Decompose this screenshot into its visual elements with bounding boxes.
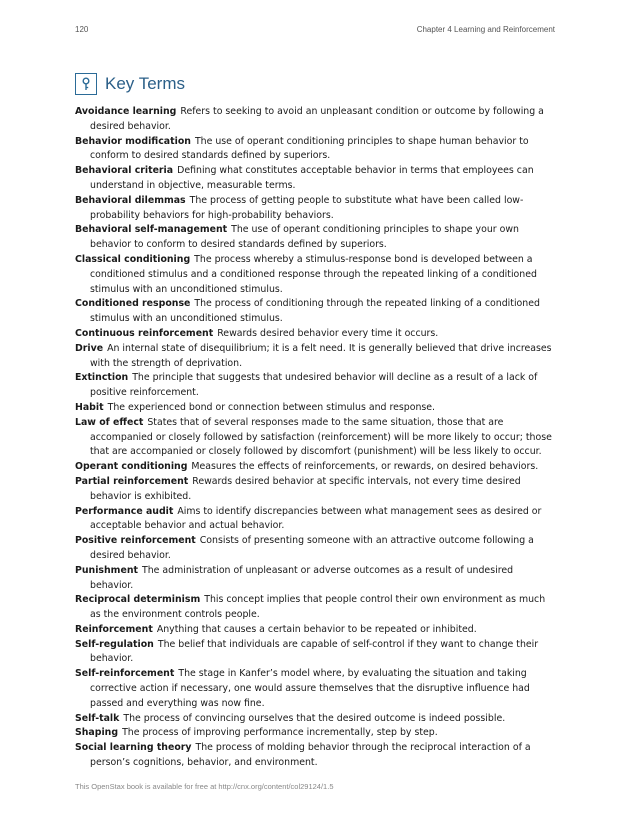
term-entry bbox=[75, 638, 555, 668]
term-entry bbox=[75, 327, 555, 342]
term-entry bbox=[75, 401, 555, 416]
term-entry bbox=[75, 667, 555, 711]
section-title: Key Terms bbox=[105, 74, 185, 93]
term-definition: Rewards desired behavior every time it occurs. bbox=[217, 327, 439, 339]
term-name: Behavioral criteria bbox=[75, 165, 174, 177]
term-name: Classical conditioning bbox=[75, 253, 191, 265]
term-name: Shaping bbox=[75, 727, 119, 739]
term-definition: The process of conditioning through the repeated linking of a conditioned stimulus with an unconditioned stimulus. bbox=[90, 298, 540, 325]
term-name: Behavior modification bbox=[75, 135, 191, 147]
term-definition: Rewards desired behavior at specific intervals, not every time desired behavior is exhibited. bbox=[90, 475, 521, 502]
term-entry bbox=[75, 741, 555, 771]
term-entry bbox=[75, 534, 555, 564]
term-name: Conditioned response bbox=[75, 298, 191, 310]
term-name: Extinction bbox=[75, 372, 129, 384]
term-name: Behavioral dilemmas bbox=[75, 194, 186, 206]
term-name: Law of effect bbox=[75, 416, 144, 428]
term-name: Self-talk bbox=[75, 712, 120, 724]
term-entry bbox=[75, 297, 555, 327]
term-definition: The process whereby a stimulus-response bond is developed between a conditioned stimulus and a conditioned response through the repeated linking of a conditioned stimulus with an unconditioned stimulus. bbox=[90, 253, 537, 295]
term-entry bbox=[75, 712, 555, 727]
term-name: Self-reinforcement bbox=[75, 668, 175, 680]
page-number: 120 bbox=[75, 25, 89, 34]
term-entry bbox=[75, 726, 555, 741]
term-name: Habit bbox=[75, 401, 104, 413]
term-name: Behavioral self-management bbox=[75, 224, 228, 236]
term-entry bbox=[75, 475, 555, 505]
term-entry bbox=[75, 223, 555, 253]
key-terms-list bbox=[75, 105, 555, 771]
term-definition: Aims to identify discrepancies between what management sees as desired or acceptable behavior and actual behavior. bbox=[90, 505, 542, 532]
section-heading bbox=[75, 70, 185, 98]
term-definition: The principle that suggests that undesired behavior will decline as a result of a lack of positive reinforcement. bbox=[90, 372, 538, 399]
term-definition: The stage in Kanfer’s model where, by evaluating the situation and taking corrective action if necessary, one would assure themselves that the disruptive influence had passed and everything was now fine. bbox=[90, 668, 530, 709]
page-header bbox=[75, 25, 555, 37]
term-definition: Anything that causes a certain behavior to be repeated or inhibited. bbox=[156, 623, 477, 635]
term-definition: The administration of unpleasant or adverse outcomes as a result of undesired behavior. bbox=[90, 564, 514, 591]
term-name: Reinforcement bbox=[75, 623, 153, 635]
term-name: Avoidance learning bbox=[75, 106, 177, 117]
term-definition: Consists of presenting someone with an attractive outcome following a desired behavior. bbox=[90, 535, 534, 561]
term-definition: The belief that individuals are capable of self-control if they want to change their behavior. bbox=[90, 638, 539, 665]
page-footer: This OpenStax book is available for free at http://cnx.org/content/col29124/1.5 bbox=[75, 782, 334, 791]
term-entry bbox=[75, 593, 555, 623]
term-definition: Refers to seeking to avoid an unpleasant condition or outcome by following a desired behavior. bbox=[90, 106, 544, 132]
term-entry bbox=[75, 416, 555, 460]
term-name: Reciprocal determinism bbox=[75, 594, 201, 606]
term-name: Continuous reinforcement bbox=[75, 327, 214, 339]
term-entry bbox=[75, 505, 555, 535]
term-name: Operant conditioning bbox=[75, 461, 188, 473]
term-definition: The process of getting people to substitute what have been called low-probability behaviors for high-probability behaviors. bbox=[90, 194, 524, 221]
term-entry bbox=[75, 371, 555, 401]
term-definition: The experienced bond or connection between stimulus and response. bbox=[107, 401, 436, 413]
term-entry bbox=[75, 135, 555, 165]
key-icon bbox=[75, 73, 97, 95]
term-entry bbox=[75, 564, 555, 594]
term-definition: The process of molding behavior through the reciprocal interaction of a person’s cognitions, behavior, and environment. bbox=[90, 742, 531, 769]
term-entry bbox=[75, 194, 555, 224]
term-entry bbox=[75, 105, 555, 135]
term-definition: The process of improving performance incrementally, step by step. bbox=[122, 727, 438, 739]
term-entry bbox=[75, 342, 555, 372]
term-definition: The use of operant conditioning principles to shape your own behavior to conform to desired standards defined by superiors. bbox=[90, 224, 519, 251]
term-name: Punishment bbox=[75, 564, 138, 576]
term-definition: The use of operant conditioning principles to shape human behavior to conform to desired standards defined by superiors. bbox=[90, 135, 529, 162]
term-name: Positive reinforcement bbox=[75, 535, 196, 547]
term-name: Performance audit bbox=[75, 505, 174, 517]
term-entry bbox=[75, 460, 555, 475]
term-definition: The process of convincing ourselves that the desired outcome is indeed possible. bbox=[123, 712, 506, 724]
term-definition: Defining what constitutes acceptable behavior in terms that employees can understand in objective, measurable terms. bbox=[90, 165, 534, 191]
term-name: Social learning theory bbox=[75, 742, 192, 754]
term-name: Partial reinforcement bbox=[75, 475, 189, 487]
term-definition: An internal state of disequilibrium; it is a felt need. It is generally believed that drive increases with the strength of deprivation. bbox=[90, 342, 552, 369]
term-entry bbox=[75, 253, 555, 297]
term-name: Self-regulation bbox=[75, 638, 154, 650]
term-definition: Measures the effects of reinforcements, or rewards, on desired behaviors. bbox=[191, 461, 539, 473]
chapter-title: Chapter 4 Learning and Reinforcement bbox=[416, 25, 555, 34]
term-definition: This concept implies that people control their own environment as much as the environment controls people. bbox=[90, 594, 546, 621]
term-entry bbox=[75, 164, 555, 194]
term-name: Drive bbox=[75, 342, 104, 354]
term-entry bbox=[75, 623, 555, 638]
term-definition: States that of several responses made to the same situation, those that are accompanied or closely followed by satisfaction (reinforcement) will be more likely to occur; those that are accompanied or closely followed by discomfort (punishment) will be less likely to occur. bbox=[90, 416, 552, 458]
